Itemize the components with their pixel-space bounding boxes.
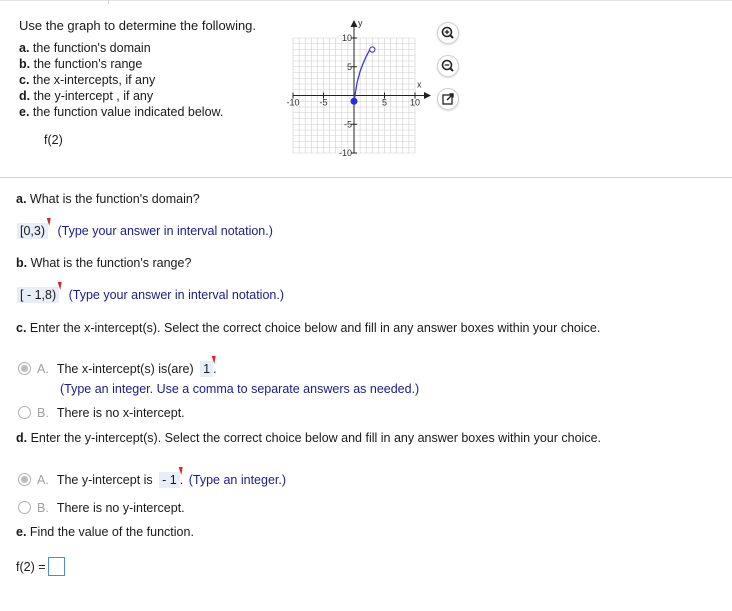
item-text: the function's range xyxy=(33,57,143,71)
option-text: There is no x-intercept. xyxy=(56,406,185,420)
period: . xyxy=(179,473,184,487)
radio-unselected[interactable] xyxy=(18,406,31,419)
part-letter: d. xyxy=(16,431,28,445)
part-e-answer-row xyxy=(16,557,65,576)
part-a-answer-row xyxy=(17,223,273,239)
part-c-question xyxy=(16,321,600,335)
popout-icon xyxy=(438,89,458,109)
part-a-question xyxy=(16,192,200,206)
domain-answer[interactable]: [0,3) xyxy=(17,223,48,239)
option-text: There is no y-intercept. xyxy=(56,501,185,515)
part-c-option-b[interactable] xyxy=(18,406,185,420)
option-letter: A. xyxy=(37,473,49,487)
part-letter: b. xyxy=(16,256,28,270)
radio-unselected[interactable] xyxy=(18,501,31,514)
y-tick-label: -10 xyxy=(338,148,352,158)
item-text: the function value indicated below. xyxy=(32,105,224,119)
part-letter: a. xyxy=(16,192,27,206)
popout-button[interactable] xyxy=(437,88,459,110)
closed-endpoint xyxy=(351,98,358,105)
zoom-out-button[interactable] xyxy=(437,55,459,77)
function-graph xyxy=(278,16,458,166)
question-item-b xyxy=(19,57,142,71)
part-d-option-b[interactable] xyxy=(18,501,185,515)
zoom-out-icon xyxy=(438,56,458,76)
question-item-e xyxy=(19,105,223,119)
item-letter: e. xyxy=(19,105,30,119)
function-expression: f(2) xyxy=(44,133,63,147)
part-letter: c. xyxy=(16,321,27,335)
part-c-option-a[interactable] xyxy=(18,361,217,377)
question-item-a xyxy=(19,41,151,55)
range-hint: (Type your answer in interval notation.) xyxy=(68,288,284,302)
question-item-c xyxy=(19,73,155,87)
item-text: the x-intercepts, if any xyxy=(32,73,156,87)
top-border-tick xyxy=(108,0,109,4)
part-question-text: Find the value of the function. xyxy=(29,525,194,539)
option-text: The y-intercept is xyxy=(56,473,153,487)
domain-hint: (Type your answer in interval notation.) xyxy=(57,224,273,238)
y-intercept-hint: (Type an integer.) xyxy=(188,473,287,487)
x-intercept-answer[interactable]: 1 xyxy=(200,361,213,377)
range-answer[interactable]: [ - 1,8) xyxy=(17,287,59,303)
item-letter: b. xyxy=(19,57,31,71)
x-tick-label: -10 xyxy=(286,97,300,108)
open-endpoint xyxy=(370,47,375,52)
zoom-in-icon xyxy=(438,23,458,43)
part-b-answer-row xyxy=(17,287,284,303)
y-axis-arrow xyxy=(351,20,358,27)
x-tick-label: -5 xyxy=(319,97,328,108)
option-letter: B. xyxy=(37,406,49,420)
y-intercept-answer[interactable]: - 1 xyxy=(159,472,180,488)
part-b-question xyxy=(16,256,191,270)
function-curve xyxy=(354,50,372,102)
period: . xyxy=(213,362,217,376)
item-letter: d. xyxy=(19,89,31,103)
top-border xyxy=(0,0,732,1)
y-tick-label: -5 xyxy=(343,119,352,130)
part-question-text: What is the function's range? xyxy=(30,256,192,270)
x-intercept-hint: (Type an integer. Use a comma to separate answers as needed.) xyxy=(60,382,420,396)
radio-selected[interactable] xyxy=(18,362,31,375)
item-text: the function's domain xyxy=(32,41,151,55)
item-letter: a. xyxy=(19,41,30,55)
section-divider xyxy=(0,177,732,178)
radio-selected[interactable] xyxy=(18,473,31,486)
option-text: The x-intercept(s) is(are) xyxy=(56,362,194,376)
item-letter: c. xyxy=(19,73,30,87)
question-item-d xyxy=(19,89,153,103)
x-tick-label: 5 xyxy=(381,97,388,108)
function-value-prompt: f(2) = xyxy=(16,560,46,574)
part-d-option-a[interactable] xyxy=(18,472,286,488)
x-axis-arrow xyxy=(424,92,431,99)
item-text: the y-intercept , if any xyxy=(33,89,154,103)
y-axis-label: y xyxy=(358,18,363,28)
zoom-in-button[interactable] xyxy=(437,22,459,44)
function-value-input[interactable] xyxy=(48,557,65,576)
part-question-text: Enter the x-intercept(s). Select the correct choice below and fill in any answer boxes within your choice. xyxy=(29,321,601,335)
option-letter: A. xyxy=(37,362,49,376)
x-axis-label: x xyxy=(417,79,422,90)
part-question-text: What is the function's domain? xyxy=(29,192,200,206)
option-letter: B. xyxy=(37,501,49,515)
question-intro: Use the graph to determine the following. xyxy=(19,18,257,33)
y-tick-label: 10 xyxy=(341,33,352,43)
y-tick-label: 5 xyxy=(346,61,352,72)
part-question-text: Enter the y-intercept(s). Select the correct choice below and fill in any answer boxes within your choice. xyxy=(30,431,602,445)
part-d-question xyxy=(16,431,601,445)
part-e-question xyxy=(16,525,194,539)
x-tick-label: 10 xyxy=(409,97,421,108)
part-letter: e. xyxy=(16,525,27,539)
